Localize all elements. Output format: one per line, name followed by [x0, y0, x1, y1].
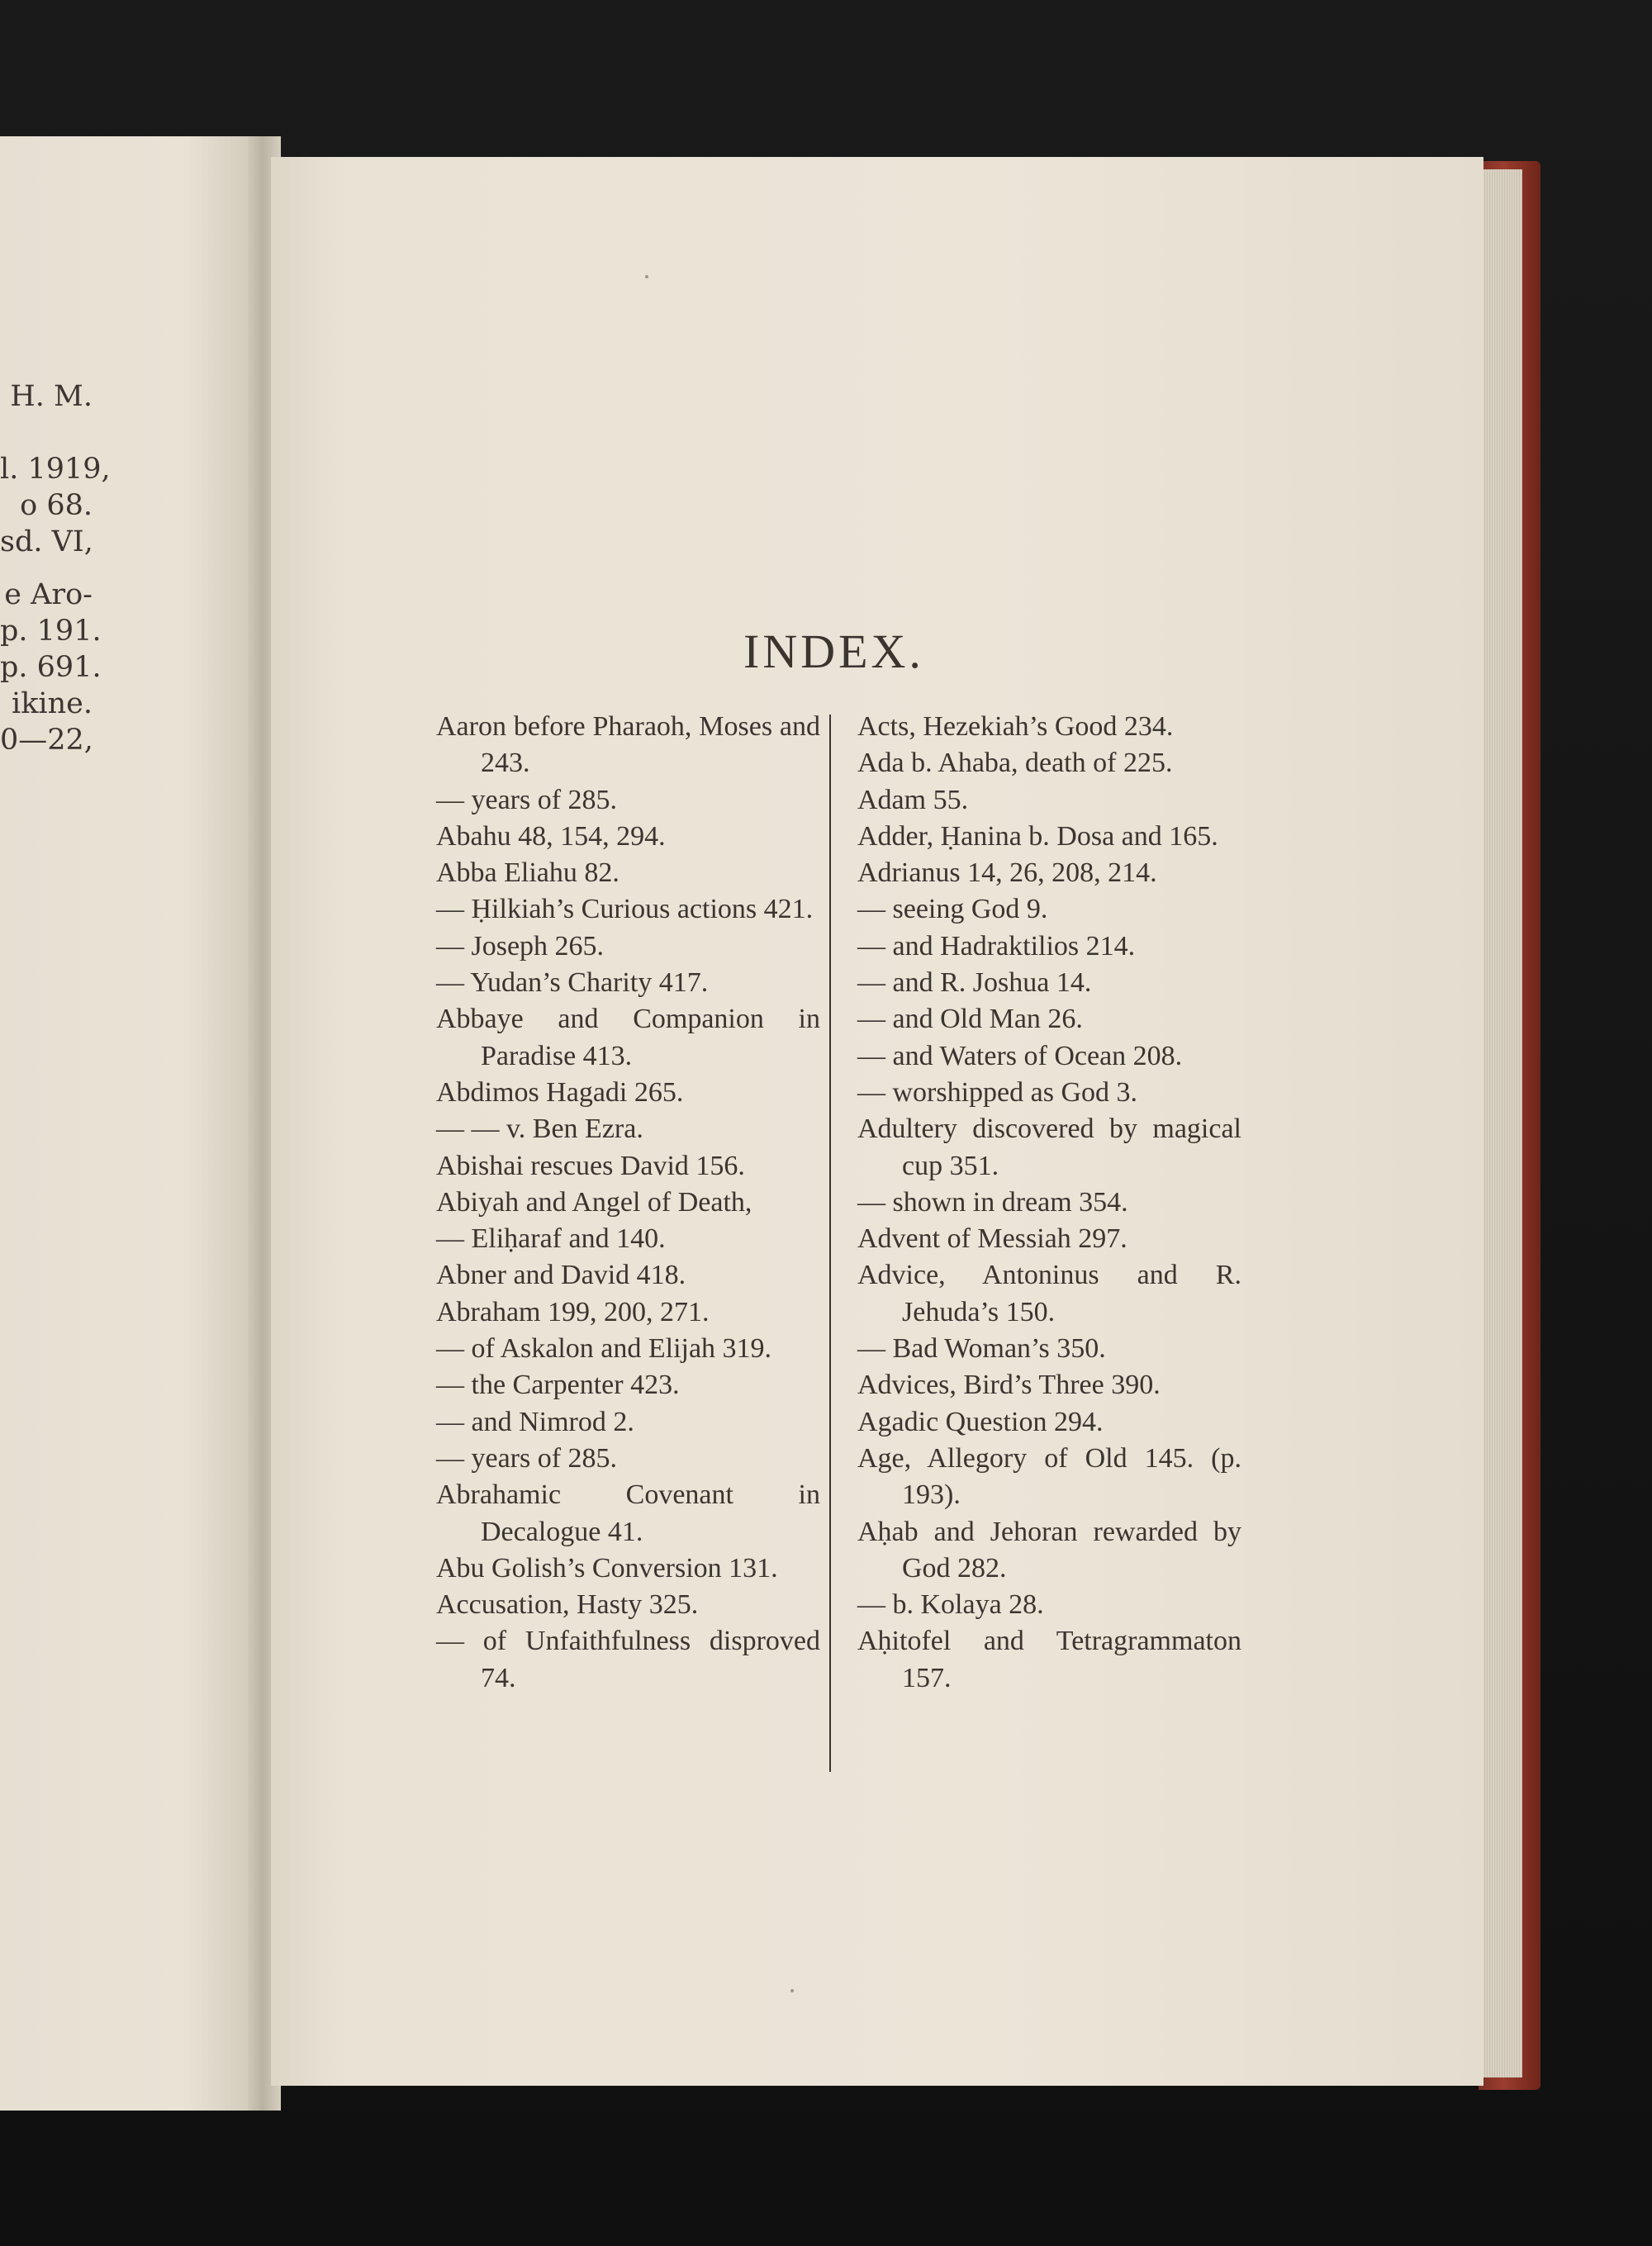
left-page-text [0, 378, 111, 758]
index-entry: Abiyah and Angel of Death, [436, 1186, 752, 1218]
index-entry: Agadic Question 294. [857, 1406, 1104, 1437]
index-entry: Abner and David 418. [436, 1260, 686, 1291]
paper-speck [790, 1989, 794, 1992]
index-entry: — shown in dream 354. [857, 1186, 1128, 1218]
index-entry: — Yudan’s Charity 417. [436, 967, 709, 999]
index-entry: — and Hadraktilios 214. [857, 930, 1136, 962]
index-entry: — years of 285. [436, 1442, 618, 1474]
index-entry: — Joseph 265. [436, 930, 605, 962]
page-title: INDEX. [743, 624, 924, 678]
index-entry: Abbaye and Companion in Paradise 413. [436, 1004, 820, 1071]
index-entry: Aḥitofel and Tetragrammaton 157. [857, 1626, 1241, 1693]
index-entry: — worshipped as God 3. [857, 1076, 1138, 1108]
index-entry: Abraham 199, 200, 271. [436, 1296, 710, 1327]
index-entry: Abahu 48, 154, 294. [436, 820, 666, 852]
index-entry: — the Carpenter 423. [436, 1370, 680, 1401]
column-divider [829, 715, 831, 1772]
index-entry: Adam 55. [857, 784, 969, 815]
left-line: l. 1919, [0, 453, 111, 486]
left-line: sd. VI, [0, 525, 93, 558]
index-entry: Adultery discovered by magical cup 351. [857, 1114, 1241, 1181]
left-line: ikine. [12, 687, 93, 720]
left-line: p. 191. [0, 615, 102, 648]
index-entry: — Ḥilkiah’s Curious actions 421. [436, 894, 814, 925]
index-entry: Adrianus 14, 26, 208, 214. [857, 857, 1157, 889]
index-entry: Advent of Messiah 297. [857, 1223, 1127, 1255]
left-line: H. M. [10, 380, 93, 413]
index-entry: Abu Golish’s Conversion 131. [436, 1552, 778, 1584]
index-column-right [857, 709, 1241, 1697]
index-entry: Accusation, Hasty 325. [436, 1589, 699, 1621]
index-entry: — and R. Joshua 14. [857, 967, 1092, 999]
index-entry: — Bad Woman’s 350. [857, 1333, 1106, 1365]
index-entry: — of Askalon and Elijah 319. [436, 1333, 772, 1365]
index-entry: — and Nimrod 2. [436, 1406, 634, 1437]
index-entry: Abdimos Hagadi 265. [436, 1076, 684, 1108]
index-entry: Advices, Bird’s Three 390. [857, 1370, 1161, 1401]
index-entry: — — v. Ben Ezra. [436, 1114, 643, 1145]
left-line: e Aro- [4, 578, 93, 611]
index-entry: — b. Kolaya 28. [857, 1589, 1044, 1621]
index-entry: Abishai rescues David 156. [436, 1150, 745, 1181]
page-block-edge [1483, 169, 1522, 2077]
paper-speck [645, 275, 648, 278]
index-entry: — years of 285. [436, 784, 618, 815]
index-column-left [436, 709, 820, 1697]
left-line: o 68. [20, 489, 93, 522]
index-entry: — and Old Man 26. [857, 1004, 1083, 1035]
index-entry: — seeing God 9. [857, 894, 1048, 925]
index-entry: Acts, Hezekiah’s Good 234. [857, 711, 1174, 742]
index-entry: Age, Allegory of Old 145. (p. 193). [857, 1442, 1241, 1511]
left-line: 0—22, [0, 724, 93, 757]
index-entry: — and Waters of Ocean 208. [857, 1040, 1183, 1071]
index-entry: Ada b. Ahaba, death of 225. [857, 748, 1173, 779]
index-entry: Abba Eliahu 82. [436, 857, 620, 889]
index-entry: Abrahamic Covenant in Decalogue 41. [436, 1479, 820, 1547]
left-line: p. 691. [0, 651, 102, 684]
index-entry: Advice, Antoninus and R. Jehuda’s 150. [857, 1260, 1241, 1327]
index-entry: Adder, Ḥanina b. Dosa and 165. [857, 820, 1218, 852]
index-entry: — Eliḥaraf and 140. [436, 1223, 666, 1255]
index-entry: — of Unfaithfulness disproved 74. [436, 1626, 820, 1693]
index-entry: Aaron before Pharaoh, Moses and 243. [436, 711, 820, 779]
index-entry: Aḥab and Jehoran rewarded by God 282. [857, 1516, 1241, 1584]
